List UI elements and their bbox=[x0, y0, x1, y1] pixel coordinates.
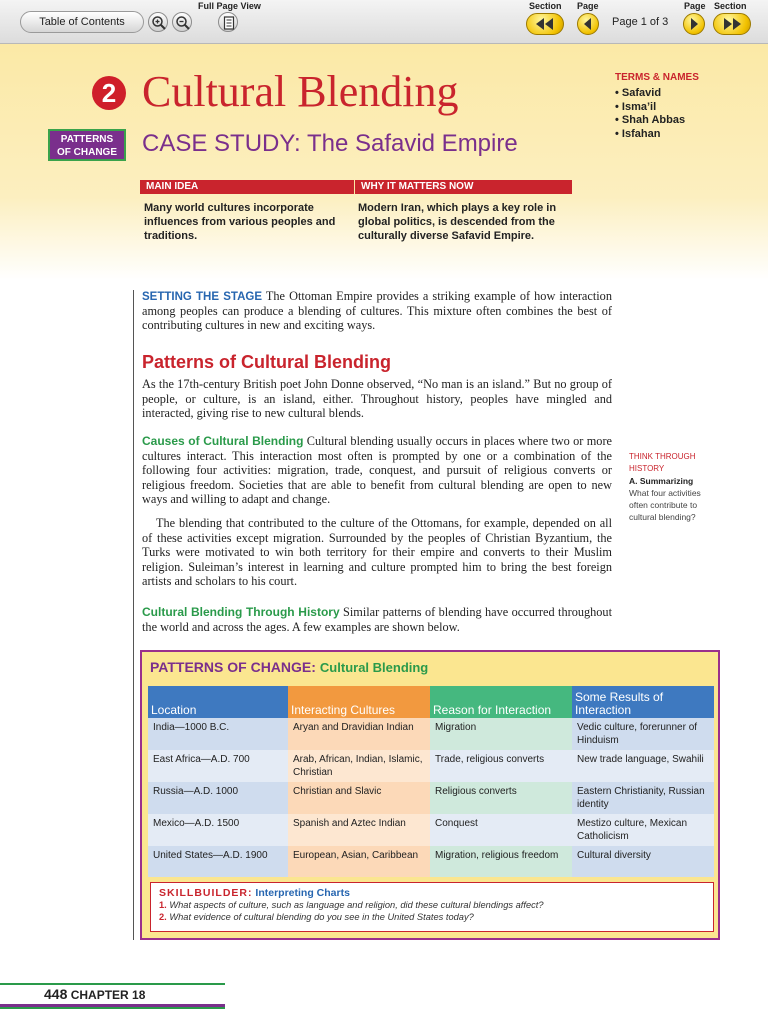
margin-note-question: What four activities often contribute to cultural blending? bbox=[629, 488, 701, 522]
setting-the-stage-paragraph bbox=[142, 289, 612, 333]
term-item: • Safavid bbox=[615, 87, 685, 101]
table-row bbox=[148, 782, 714, 814]
patterns-of-change-badge bbox=[48, 129, 126, 161]
ottoman-paragraph: The blending that contributed to the culture of the Ottomans, for example, depended on all of these activities except migration. Surrounded by the peoples of Christian Byzantium, the Turks were motivated to win both territory for their empire and converts to their Muslim religion. Suleiman’s interest in learning and culture prompted him to bring the best foreign artists and scholars to his court. bbox=[142, 516, 612, 589]
table-cell: Russia—A.D. 1000 bbox=[148, 782, 288, 814]
table-cell: Vedic culture, forerunner of Hinduism bbox=[572, 718, 714, 750]
skillbuilder-question bbox=[159, 911, 705, 923]
cultural-blending-table bbox=[148, 686, 714, 877]
history-text: Similar patterns of blending have occurred throughout the world and across the ages. A few examples are shown below. bbox=[142, 605, 612, 634]
zoom-out-icon[interactable] bbox=[172, 12, 192, 32]
page-label-right: Page bbox=[684, 1, 706, 11]
patterns-of-change-chart bbox=[140, 650, 720, 940]
section-label-right: Section bbox=[714, 1, 747, 11]
question-text: What aspects of culture, such as language and religion, did these cultural blendings affect? bbox=[169, 900, 544, 910]
table-cell: Eastern Christianity, Russian identity bbox=[572, 782, 714, 814]
section-label-left: Section bbox=[529, 1, 562, 11]
table-row bbox=[148, 750, 714, 782]
table-cell: Aryan and Dravidian Indian bbox=[288, 718, 430, 750]
table-cell: Cultural diversity bbox=[572, 846, 714, 877]
column-header: Reason for Interaction bbox=[430, 686, 572, 718]
column-header: Interacting Cultures bbox=[288, 686, 430, 718]
footer-rule-green bbox=[0, 1007, 225, 1009]
table-cell: New trade language, Swahili bbox=[572, 750, 714, 782]
chart-title-sub: Cultural Blending bbox=[319, 660, 429, 675]
chart-title bbox=[150, 659, 428, 677]
setting-the-stage-text: The Ottoman Empire provides a striking example of how interaction among peoples can produce a blending of cultures. This mixture often combines the best of contributing cultures in new and exciting ways. bbox=[142, 289, 612, 333]
margin-note-label: A. Summarizing bbox=[629, 476, 694, 486]
chart-title-main: PATTERNS OF CHANGE: bbox=[150, 659, 316, 675]
skillbuilder-heading bbox=[159, 887, 705, 899]
table-cell: Arab, African, Indian, Islamic, Christian bbox=[288, 750, 430, 782]
table-cell: Mexico—A.D. 1500 bbox=[148, 814, 288, 846]
patterns-heading: Patterns of Cultural Blending bbox=[142, 352, 392, 372]
table-cell: Religious converts bbox=[430, 782, 572, 814]
why-it-matters-bar: WHY IT MATTERS NOW bbox=[354, 180, 572, 194]
question-number: 2. bbox=[159, 912, 167, 922]
skillbuilder-title: Interpreting Charts bbox=[255, 887, 350, 899]
next-section-icon[interactable] bbox=[713, 13, 751, 35]
causes-lead: Causes of Cultural Blending bbox=[142, 434, 304, 448]
causes-paragraph bbox=[142, 434, 612, 507]
table-cell: United States—A.D. 1900 bbox=[148, 846, 288, 877]
term-item: • Isfahan bbox=[615, 128, 685, 142]
table-cell: European, Asian, Caribbean bbox=[288, 846, 430, 877]
page-number: 448 bbox=[44, 986, 68, 1002]
full-page-view-label: Full Page View bbox=[198, 1, 261, 11]
page-title: Cultural Blending bbox=[142, 67, 459, 116]
previous-page-icon[interactable] bbox=[577, 13, 599, 35]
margin-note-heading: THINK THROUGH HISTORY bbox=[629, 452, 696, 473]
badge-line-1: PATTERNS bbox=[60, 134, 114, 145]
next-page-icon[interactable] bbox=[683, 13, 705, 35]
table-row bbox=[148, 814, 714, 846]
previous-section-icon[interactable] bbox=[526, 13, 564, 35]
table-cell: Migration bbox=[430, 718, 572, 750]
terms-list bbox=[615, 87, 685, 141]
column-header: Location bbox=[148, 686, 288, 718]
term-item: • Shah Abbas bbox=[615, 114, 685, 128]
zoom-in-icon[interactable] bbox=[148, 12, 168, 32]
section-number: 2 bbox=[92, 76, 126, 110]
chapter-label: CHAPTER 18 bbox=[70, 988, 146, 1002]
table-cell: India—1000 B.C. bbox=[148, 718, 288, 750]
column-header: Some Results of Interaction bbox=[572, 686, 714, 718]
skillbuilder-box bbox=[150, 882, 714, 932]
badge-line-2: OF CHANGE bbox=[57, 147, 117, 158]
table-cell: Conquest bbox=[430, 814, 572, 846]
skillbuilder-label: SKILLBUILDER: bbox=[159, 887, 253, 899]
footer-top-rule bbox=[0, 983, 225, 985]
table-row bbox=[148, 718, 714, 750]
skillbuilder-question bbox=[159, 899, 705, 911]
term-item: • Isma’il bbox=[615, 101, 685, 115]
full-page-view-icon[interactable] bbox=[218, 12, 238, 32]
table-cell: Spanish and Aztec Indian bbox=[288, 814, 430, 846]
table-cell: Trade, religious converts bbox=[430, 750, 572, 782]
think-through-history-note bbox=[629, 451, 721, 523]
history-paragraph bbox=[142, 605, 612, 634]
patterns-paragraph: As the 17th-century British poet John Donne observed, “No man is an island.” But no group of people, or culture, is an island, either. Throughout history, peoples have mingled and interacted, giving rise to new cultural blends. bbox=[142, 377, 612, 421]
main-idea-text: Many world cultures incorporate influences from various peoples and traditions. bbox=[144, 202, 336, 242]
page-label-left: Page bbox=[577, 1, 599, 11]
table-cell: Mestizo culture, Mexican Catholicism bbox=[572, 814, 714, 846]
history-lead: Cultural Blending Through History bbox=[142, 605, 340, 619]
left-rule bbox=[133, 290, 134, 940]
question-number: 1. bbox=[159, 900, 167, 910]
page-indicator: Page 1 of 3 bbox=[612, 16, 669, 28]
table-cell: Migration, religious freedom bbox=[430, 846, 572, 877]
page-footer bbox=[44, 986, 145, 1002]
table-cell: Christian and Slavic bbox=[288, 782, 430, 814]
terms-names-heading: TERMS & NAMES bbox=[615, 72, 699, 83]
table-of-contents-button[interactable]: Table of Contents bbox=[20, 11, 144, 33]
main-idea-bar: MAIN IDEA bbox=[140, 180, 354, 194]
table-cell: East Africa—A.D. 700 bbox=[148, 750, 288, 782]
causes-text: Cultural blending usually occurs in places where two or more cultures interact. This interaction most often is prompted by one or a combination of the following four activities: migration, trade, conquest, and pursuit of religious converts or religious freedom. Societies that are able to benefit from cultural blending are open to new ways and willing to adapt and change. bbox=[142, 434, 613, 507]
toolbar bbox=[0, 0, 768, 44]
setting-the-stage-lead: SETTING THE STAGE bbox=[142, 291, 263, 303]
why-it-matters-text: Modern Iran, which plays a key role in global politics, is descended from the culturally diverse Safavid Empire. bbox=[358, 202, 557, 242]
table-row bbox=[148, 846, 714, 877]
case-study-subtitle: CASE STUDY: The Safavid Empire bbox=[142, 130, 518, 157]
question-text: What evidence of cultural blending do you see in the United States today? bbox=[169, 912, 474, 922]
table-header-row bbox=[148, 686, 714, 718]
